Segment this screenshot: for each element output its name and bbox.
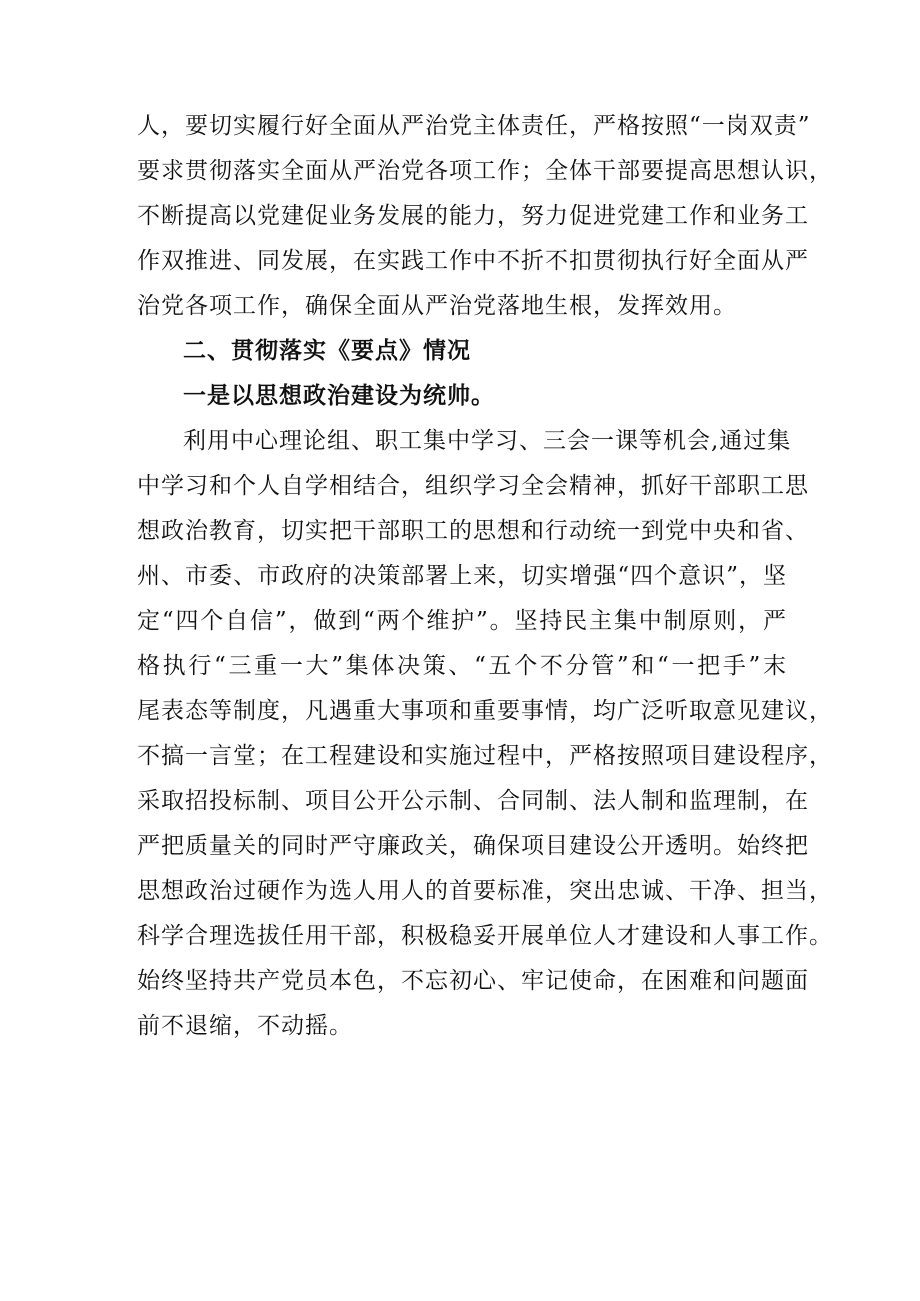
text-line: 思想政治过硬作为选人用人的首要标准，突出忠诚、干净、担当， — [137, 878, 833, 904]
text-line: 利用中心理论组、职工集中学习、三会一课等机会,通过集 — [183, 428, 792, 454]
text-line: 治党各项工作，确保全面从严治党落地生根，发挥效用。 — [137, 293, 737, 319]
paragraph-1 — [137, 104, 833, 329]
text-line: 严把质量关的同时严守廉政关，确保项目建设公开透明。始终把 — [137, 833, 809, 859]
text-line: 尾表态等制度，凡遇重大事项和重要事情，均广泛听取意见建议， — [137, 698, 833, 724]
text-line: 定“四个自信”，做到“两个维护”。坚持民主集中制原则，严 — [137, 608, 787, 634]
section-heading: 二、贯彻落实《要点》情况 — [183, 338, 471, 364]
text-line: 要求贯彻落实全面从严治党各项工作；全体干部要提高思想认识， — [137, 158, 833, 184]
paragraph-2 — [137, 419, 833, 1049]
text-line: 不断提高以党建促业务发展的能力，努力促进党建工作和业务工 — [137, 203, 809, 229]
text-line: 科学合理选拔任用干部，积极稳妥开展单位人才建设和人事工作。 — [137, 923, 833, 949]
document-body — [137, 104, 833, 1049]
text-line: 前不退缩，不动摇。 — [137, 1013, 353, 1039]
text-line: 人，要切实履行好全面从严治党主体责任，严格按照“一岗双责” — [137, 113, 811, 139]
text-line: 想政治教育，切实把干部职工的思想和行动统一到党中央和省、 — [137, 518, 809, 544]
text-line: 不搞一言堂；在工程建设和实施过程中，严格按照项目建设程序， — [137, 743, 833, 769]
text-line: 采取招投标制、项目公开公示制、合同制、法人制和监理制，在 — [137, 788, 809, 814]
text-line: 中学习和个人自学相结合，组织学习全会精神，抓好干部职工思 — [137, 473, 809, 499]
sub-heading: 一是以思想政治建设为统帅。 — [183, 383, 495, 409]
text-line: 格执行“三重一大”集体决策、“五个不分管”和“一把手”末 — [137, 653, 787, 679]
text-line: 始终坚持共产党员本色，不忘初心、牢记使命，在困难和问题面 — [137, 968, 809, 994]
text-line: 州、市委、市政府的决策部署上来，切实增强“四个意识”，坚 — [137, 563, 787, 589]
text-line: 作双推进、同发展，在实践工作中不折不扣贯彻执行好全面从严 — [137, 248, 809, 274]
